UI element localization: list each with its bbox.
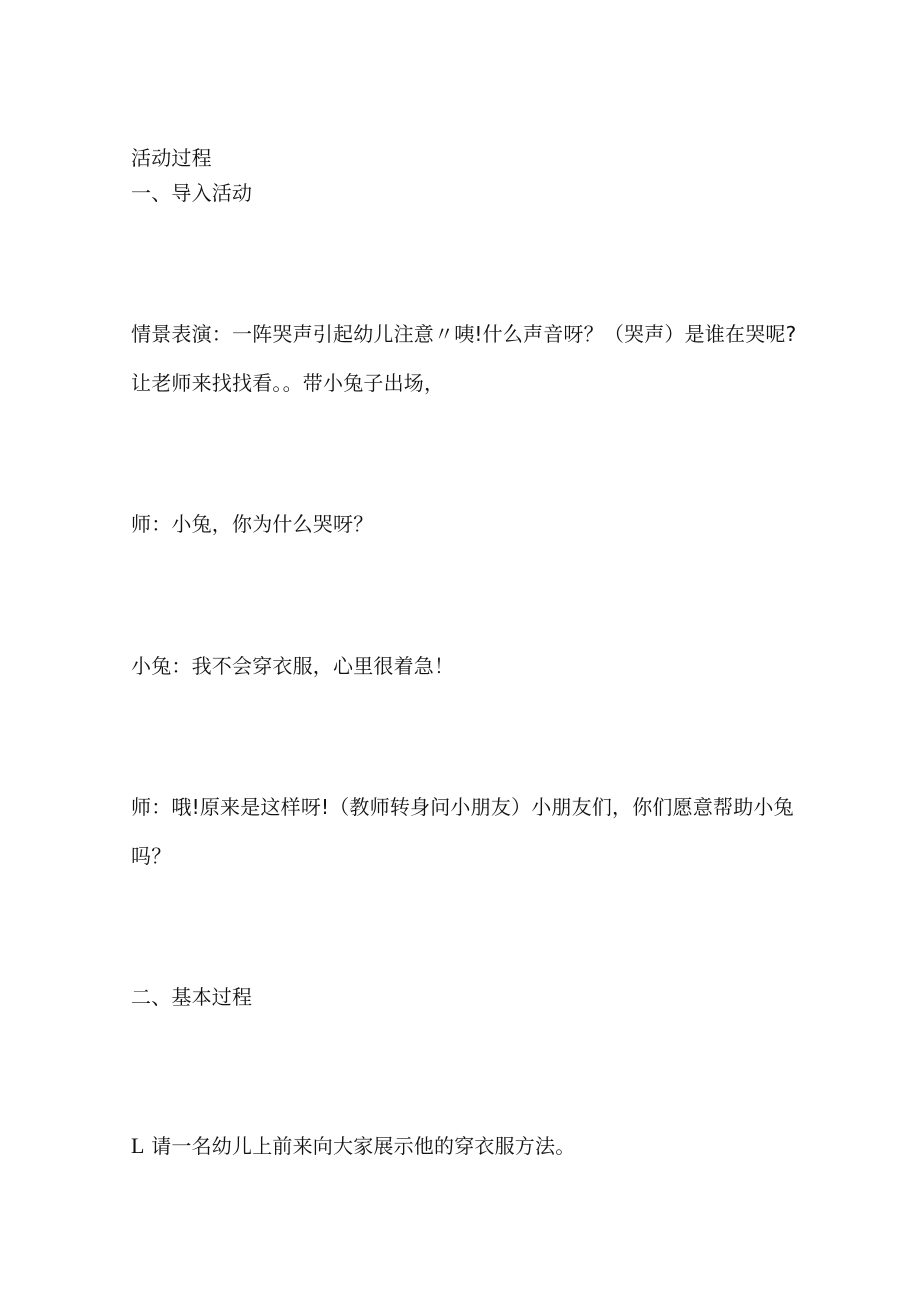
rabbit-line: 小兔：我不会穿衣服，心里很着急！ (131, 654, 455, 678)
step-1-text: 请一名幼儿上前来向大家展示他的穿衣服方法。 (151, 1134, 576, 1158)
teacher-line-2b: 吗？ (131, 844, 172, 868)
teacher-line-2a: 师：哦!原来是这样呀!（教师转身问小朋友）小朋友们，你们愿意帮助小兔 (131, 795, 794, 819)
teacher-line-1: 师：小兔，你为什么哭呀？ (131, 512, 374, 536)
step-1-marker: L (131, 1133, 145, 1158)
scene-line-2: 让老师来找找看。。带小兔子出场， (131, 371, 445, 395)
scene-line-1: 情景表演：一阵哭声引起幼儿注意〃咦!什么声音呀？（哭声）是谁在哭呢? (131, 322, 797, 346)
part2-heading: 二、基本过程 (131, 985, 253, 1009)
part1-heading: 一、导入活动 (131, 181, 253, 205)
step-1 (131, 1134, 575, 1158)
section-title: 活动过程 (131, 146, 212, 170)
